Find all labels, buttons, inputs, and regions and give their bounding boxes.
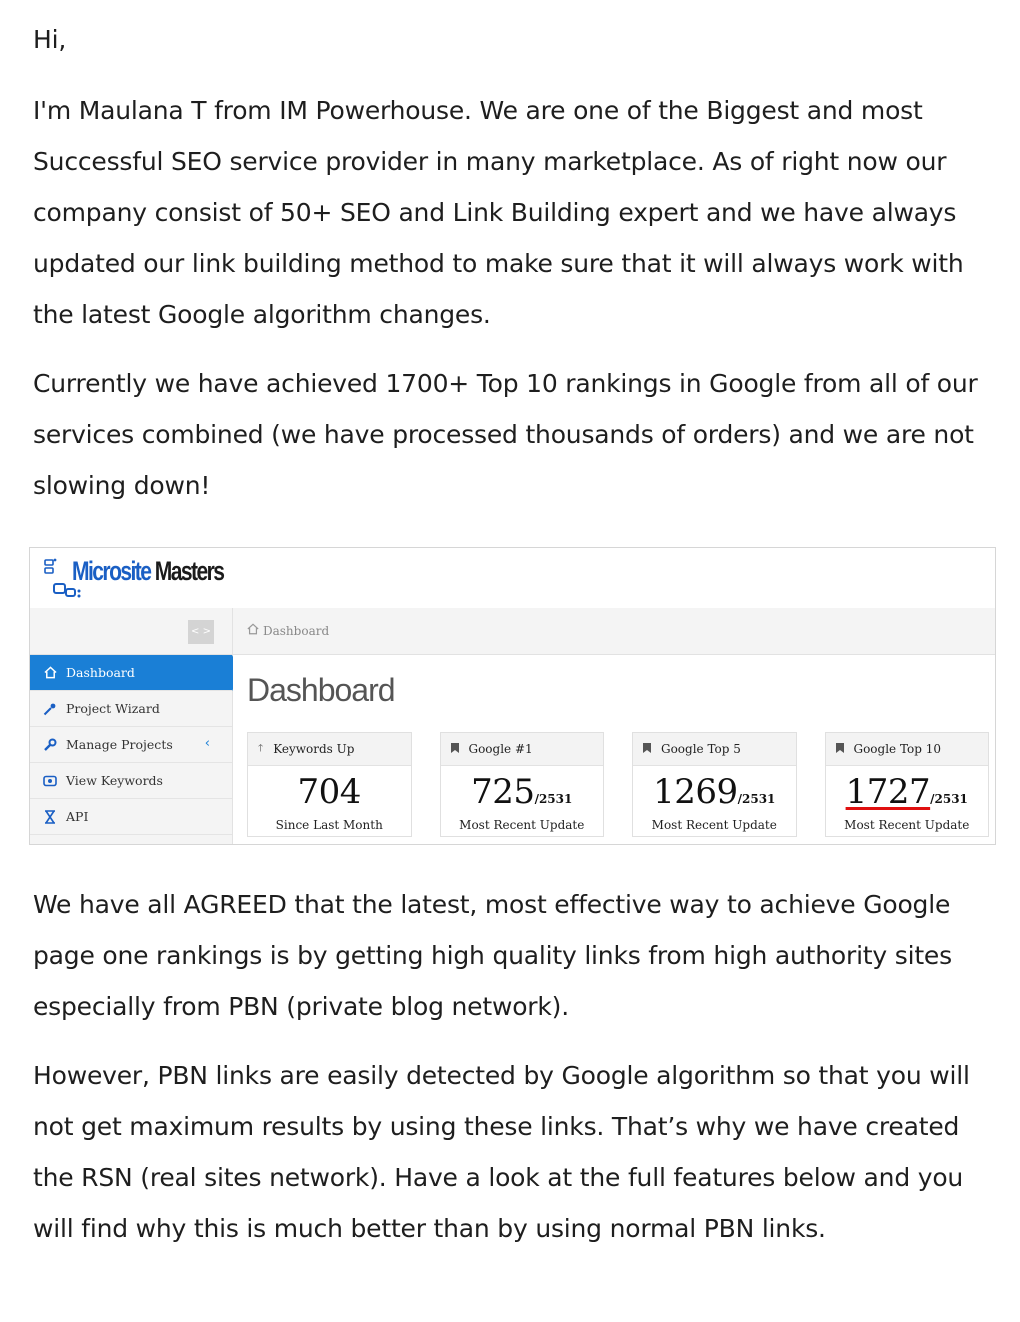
sidebar-item-label: Manage Projects <box>66 737 173 752</box>
breadcrumb-bar <box>233 608 995 655</box>
breadcrumb[interactable] <box>247 623 329 638</box>
stats-cards <box>247 732 989 837</box>
arrow-up-icon: 🡑 <box>258 742 264 754</box>
breadcrumb-label: Dashboard <box>263 623 330 638</box>
greeting: Hi, <box>33 25 67 54</box>
card-value-number: 704 <box>297 772 361 812</box>
wand-icon <box>42 701 58 717</box>
sidebar-item-label: Project Wizard <box>66 701 160 716</box>
wrench-icon <box>42 737 58 753</box>
sidebar-toggle-button[interactable]: < > <box>188 620 214 644</box>
sidebar-toggle-row <box>30 608 232 655</box>
hourglass-icon <box>42 809 58 825</box>
card-value <box>248 772 411 812</box>
home-icon <box>247 623 259 638</box>
bookmark-icon <box>451 743 459 756</box>
main-panel <box>233 608 995 844</box>
logo-text-part2: Masters <box>150 556 224 586</box>
logo-text <box>72 556 223 587</box>
card-footer: Since Last Month <box>275 818 383 832</box>
card-footer: Most Recent Update <box>651 818 777 832</box>
bookmark-icon <box>836 743 844 756</box>
sidebar-item-label: View Keywords <box>66 773 163 788</box>
logo-text-part1: Microsite <box>72 556 151 586</box>
card-footer: Most Recent Update <box>844 818 970 832</box>
bookmark-icon <box>643 743 651 756</box>
stat-card-google-top-10 <box>825 732 990 837</box>
card-value-total: /2531 <box>930 792 968 806</box>
sidebar-item-label: Dashboard <box>66 665 135 680</box>
card-header <box>441 733 604 766</box>
stat-card-google-top-5 <box>632 732 797 837</box>
card-value <box>826 772 989 812</box>
sidebar-item-dashboard[interactable] <box>30 655 232 691</box>
card-title: Google #1 <box>468 742 533 756</box>
sidebar-item-manage-projects[interactable] <box>30 727 232 763</box>
page-title: Dashboard <box>247 672 395 708</box>
sidebar-item-api[interactable] <box>30 799 232 835</box>
card-value-number: 725 <box>471 772 535 812</box>
card-header <box>826 733 989 766</box>
card-value-total: /2531 <box>737 792 776 806</box>
eye-icon <box>42 773 58 789</box>
card-title: Keywords Up <box>273 742 355 756</box>
home-icon <box>42 665 58 681</box>
sidebar-item-label: API <box>66 809 89 824</box>
dashboard-screenshot <box>29 547 996 845</box>
chevron-left-icon[interactable]: ‹ <box>204 736 210 751</box>
card-title: Google Top 5 <box>661 742 741 756</box>
sidebar-item-project-wizard[interactable] <box>30 691 232 727</box>
rsn-paragraph: However, PBN links are easily detected by Google algorithm so that you will not get maximum results by using these links. That’s why we have created the RSN (real sites network). Have a look at the full features below and you will find why this is much better than by using normal PBN links. <box>33 1061 970 1243</box>
card-header <box>248 733 411 766</box>
logo-bar <box>30 548 995 609</box>
card-title: Google Top 10 <box>853 742 942 756</box>
sidebar <box>30 608 233 844</box>
card-value <box>633 772 796 812</box>
card-footer: Most Recent Update <box>459 818 585 832</box>
pbn-paragraph: We have all AGREED that the latest, most effective way to achieve Google page one rankings is by getting high quality links from high authority sites especially from PBN (private blog network). <box>33 890 952 1021</box>
achievements-paragraph: Currently we have achieved 1700+ Top 10 rankings in Google from all of our services combined (we have processed thousands of orders) and we are not slowing down! <box>33 369 978 500</box>
card-value <box>441 772 604 812</box>
card-value-total: /2531 <box>534 792 573 806</box>
intro-paragraph: I'm Maulana T from IM Powerhouse. We are one of the Biggest and most Successful SEO service provider in many marketplace. As of right now our company consist of 50+ SEO and Link Building expert and we have always updated our link building method to make sure that it will always work with the latest Google algorithm changes. <box>33 96 964 329</box>
card-value-number: 1269 <box>653 772 738 812</box>
sidebar-item-view-keywords[interactable] <box>30 763 232 799</box>
card-header <box>633 733 796 766</box>
stat-card-keywords-up <box>247 732 412 837</box>
card-value-number-highlighted: 1727 <box>845 772 931 812</box>
stat-card-google-1 <box>440 732 605 837</box>
